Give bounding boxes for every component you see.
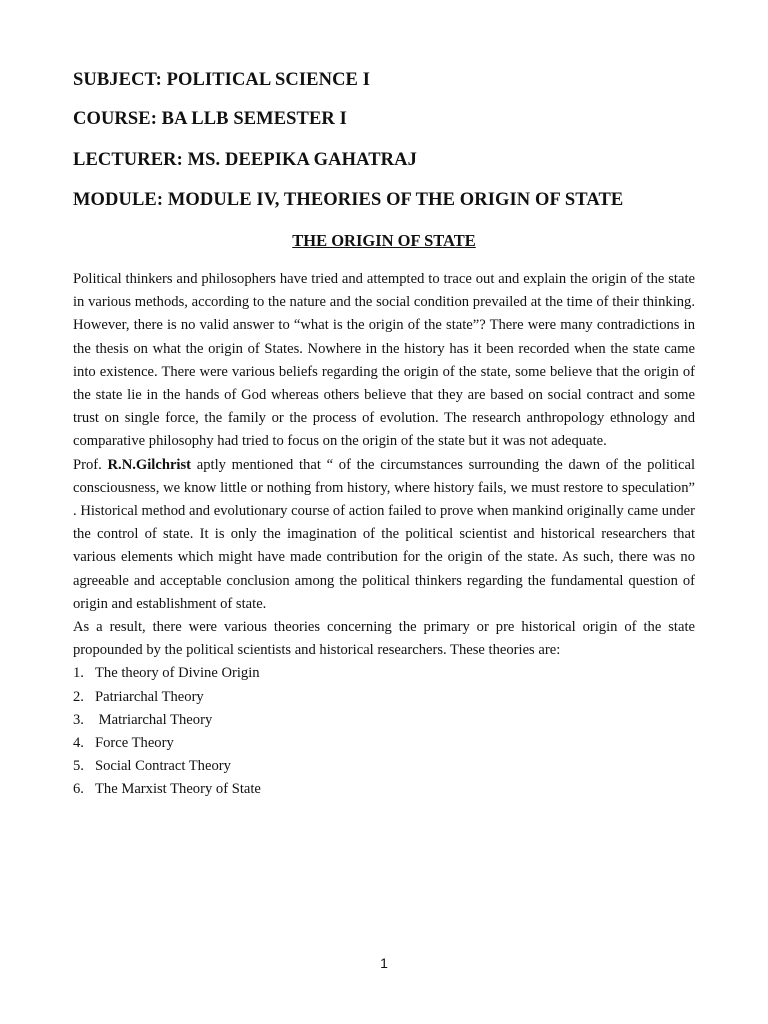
gilchrist-name: R.N.Gilchrist: [107, 456, 192, 473]
gilchrist-text: aptly mentioned that “ of the circumstances surrounding the dawn of the political consciousness, we know little or nothing from history, where history fails, we must restore to speculation” . Historical method and evolutionary course of action failed to prove when mankind originally came under the control of state. It is only the imagination of the political scientist and historical researchers that various elements which might have made contribution for the origin of the state. As such, there was no agreeable and acceptable conclusion among the political thinkers regarding the fundamental question of origin and establishment of state.: [73, 456, 696, 612]
page-number: 1: [380, 955, 388, 971]
list-item-label: Social Contract Theory: [95, 758, 231, 775]
document-body: [73, 268, 695, 802]
result-paragraph: As a result, there were various theories concerning the primary or pre historical origin of the state propounded by the political scientists and historical researchers. These theories are:: [73, 619, 695, 659]
list-item-number: 4.: [73, 735, 84, 752]
list-item: [73, 662, 695, 685]
lecturer-heading: LECTURER: MS. DEEPIKA GAHATRAJ: [73, 150, 417, 170]
intro-paragraph: Political thinkers and philosophers have tried and attempted to trace out and explain the origin of the state in various methods, according to the nature and the social condition prevailed at the time of their thinking. However, there is no valid answer to “what is the origin of the state”? There were many contradictions in the thesis on what the origin of States. Nowhere in the history has it been recorded when the state came into existence. There were various beliefs regarding the origin of the state, some believe that the origin of the state lie in the hands of God whereas others believe that they are based on social contract and some trust on single force, the family or the process of evolution. The research anthropology ethnology and comparative philosophy had tried to focus on the origin of the state but it was not adequate.: [73, 271, 695, 450]
list-item-number: 1.: [73, 665, 84, 682]
list-item: [73, 686, 695, 709]
course-heading: COURSE: BA LLB SEMESTER I: [73, 109, 347, 129]
list-item: [73, 755, 695, 778]
list-item: [73, 778, 695, 801]
list-item: [73, 709, 695, 732]
list-item-number: 5.: [73, 758, 84, 775]
list-item: [73, 732, 695, 755]
list-item-label: The theory of Divine Origin: [95, 665, 260, 682]
list-item-number: 6.: [73, 781, 84, 798]
gilchrist-paragraph: [73, 454, 695, 616]
module-heading: MODULE: MODULE IV, THEORIES OF THE ORIGIN OF STATE: [73, 190, 624, 210]
theories-list: [73, 662, 695, 801]
list-item-label: Matriarchal Theory: [95, 711, 213, 728]
document-title: THE ORIGIN OF STATE: [292, 231, 476, 250]
list-item-number: 2.: [73, 688, 84, 705]
list-item-label: The Marxist Theory of State: [95, 781, 261, 798]
list-item-label: Patriarchal Theory: [95, 688, 204, 705]
list-item-label: Force Theory: [95, 735, 174, 752]
gilchrist-prefix: Prof.: [73, 456, 108, 473]
list-item-number: 3.: [73, 711, 84, 728]
subject-heading: SUBJECT: POLITICAL SCIENCE I: [73, 70, 370, 90]
